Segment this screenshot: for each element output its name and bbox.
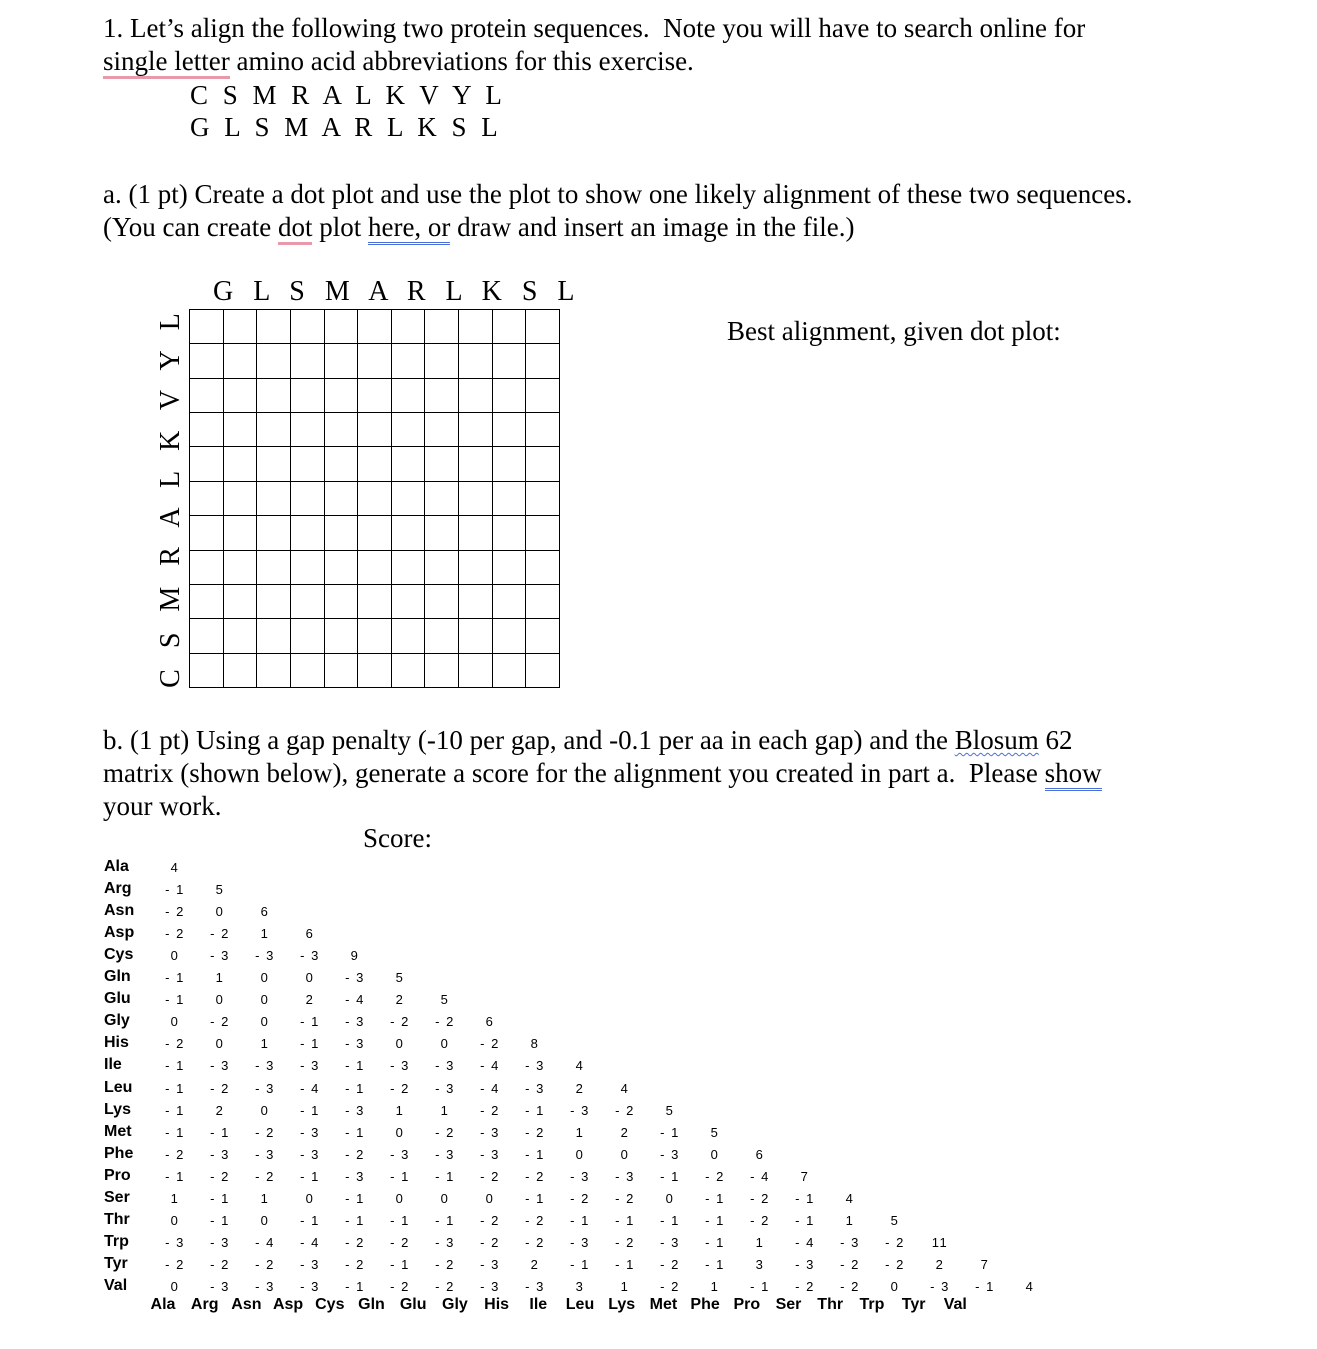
matrix-value: 1 <box>215 970 225 986</box>
matrix-row-label: Met <box>104 1122 132 1140</box>
matrix-value: 0 <box>305 1190 315 1206</box>
matrix-value: - 2 <box>435 1256 455 1272</box>
matrix-value: - 2 <box>345 1256 365 1272</box>
matrix-value: - 1 <box>525 1190 545 1206</box>
matrix-value: 3 <box>575 1278 585 1294</box>
matrix-value: - 3 <box>300 1058 320 1074</box>
matrix-value: - 2 <box>525 1124 545 1140</box>
sequence-1: C S M R A L K V Y L <box>190 80 506 110</box>
matrix-value: 4 <box>1025 1278 1035 1294</box>
matrix-row-label: His <box>104 1034 129 1052</box>
matrix-value: 1 <box>260 1190 270 1206</box>
matrix-row-label: Tyr <box>104 1254 128 1272</box>
matrix-value: - 4 <box>480 1080 500 1096</box>
matrix-value: 1 <box>755 1234 765 1250</box>
matrix-value: - 1 <box>435 1168 455 1184</box>
matrix-value: - 3 <box>435 1146 455 1162</box>
part-b-line-2: matrix (shown below), generate a score for the alignment you created in part a. Please show <box>103 757 1102 790</box>
matrix-value: 0 <box>215 1036 225 1052</box>
matrix-value: - 1 <box>660 1212 680 1228</box>
dot-plot-side-sequence: C S M R A L K V Y L <box>155 306 186 688</box>
matrix-column-label: Ala <box>150 1296 176 1313</box>
matrix-value: - 1 <box>795 1212 815 1228</box>
matrix-value: - 1 <box>345 1124 365 1140</box>
matrix-value: - 2 <box>615 1234 635 1250</box>
matrix-value: - 3 <box>300 1146 320 1162</box>
matrix-value: - 3 <box>300 1256 320 1272</box>
matrix-value: 5 <box>710 1124 720 1140</box>
matrix-column-label: Ser <box>775 1296 802 1313</box>
matrix-value: - 2 <box>885 1256 905 1272</box>
matrix-column-label: Glu <box>399 1296 427 1313</box>
matrix-row-label: Asn <box>104 902 135 920</box>
matrix-value: - 1 <box>300 1168 320 1184</box>
matrix-value: - 3 <box>300 948 320 964</box>
matrix-value: - 2 <box>435 1278 455 1294</box>
matrix-value: 5 <box>395 970 405 986</box>
question-line-1: 1. Let’s align the following two protein sequences. Note you will have to search online for <box>103 13 1086 43</box>
matrix-row-label: Gly <box>104 1012 130 1030</box>
matrix-column-label: Phe <box>690 1296 720 1313</box>
matrix-value: - 2 <box>660 1256 680 1272</box>
matrix-value: - 2 <box>255 1168 275 1184</box>
matrix-value: - 2 <box>345 1234 365 1250</box>
matrix-value: - 1 <box>795 1190 815 1206</box>
matrix-value: - 3 <box>480 1124 500 1140</box>
matrix-value: 5 <box>440 992 450 1008</box>
matrix-value: - 3 <box>345 1168 365 1184</box>
matrix-column-label: Gln <box>358 1296 385 1313</box>
matrix-value: 0 <box>890 1278 900 1294</box>
matrix-value: - 1 <box>165 1058 185 1074</box>
matrix-column-label: Gly <box>441 1296 468 1313</box>
matrix-value: - 3 <box>210 1058 230 1074</box>
matrix-row-label: Trp <box>104 1232 129 1250</box>
matrix-value: - 1 <box>615 1212 635 1228</box>
matrix-value: - 2 <box>795 1278 815 1294</box>
matrix-value: 2 <box>935 1256 945 1272</box>
matrix-value: - 1 <box>345 1080 365 1096</box>
matrix-value: - 2 <box>210 926 230 942</box>
matrix-value: - 2 <box>480 1168 500 1184</box>
matrix-value: 0 <box>395 1124 405 1140</box>
matrix-value: - 3 <box>480 1278 500 1294</box>
matrix-value: - 1 <box>390 1168 410 1184</box>
matrix-value: - 2 <box>660 1278 680 1294</box>
matrix-value: - 2 <box>255 1256 275 1272</box>
matrix-value: 4 <box>845 1190 855 1206</box>
matrix-value: 0 <box>170 1212 180 1228</box>
matrix-column-label: Pro <box>733 1296 761 1313</box>
matrix-value: 4 <box>575 1058 585 1074</box>
matrix-value: - 2 <box>255 1124 275 1140</box>
matrix-column-label: Thr <box>817 1296 844 1313</box>
part-a-line-1: a. (1 pt) Create a dot plot and use the plot to show one likely alignment of these two sequences. <box>103 179 1133 209</box>
matrix-value: 9 <box>350 948 360 964</box>
matrix-value: 1 <box>440 1102 450 1118</box>
matrix-value: - 4 <box>750 1168 770 1184</box>
matrix-value: 4 <box>620 1080 630 1096</box>
matrix-value: - 3 <box>795 1256 815 1272</box>
matrix-value: - 1 <box>615 1256 635 1272</box>
matrix-value: 0 <box>215 992 225 1008</box>
matrix-value: - 3 <box>435 1058 455 1074</box>
part-a-line-2: (You can create dot plot here, or draw and insert an image in the file.) <box>103 211 855 244</box>
matrix-value: - 1 <box>300 1212 320 1228</box>
matrix-column-label: Trp <box>859 1296 885 1313</box>
matrix-value: - 2 <box>210 1256 230 1272</box>
matrix-value: 1 <box>395 1102 405 1118</box>
matrix-value: - 2 <box>480 1234 500 1250</box>
matrix-value: 1 <box>710 1278 720 1294</box>
matrix-value: - 1 <box>750 1278 770 1294</box>
matrix-value: - 3 <box>480 1256 500 1272</box>
matrix-row-label: Phe <box>104 1144 134 1162</box>
matrix-value: - 3 <box>300 1124 320 1140</box>
part-b-line-1: b. (1 pt) Using a gap penalty (-10 per gap, and -0.1 per aa in each gap) and the Blosum 62 <box>103 725 1073 755</box>
matrix-value: - 2 <box>615 1102 635 1118</box>
matrix-value: - 1 <box>210 1124 230 1140</box>
matrix-value: 0 <box>395 1036 405 1052</box>
matrix-value: - 3 <box>615 1168 635 1184</box>
matrix-value: - 3 <box>345 970 365 986</box>
matrix-value: 2 <box>305 992 315 1008</box>
matrix-value: - 3 <box>210 948 230 964</box>
matrix-value: 1 <box>620 1278 630 1294</box>
matrix-value: - 2 <box>390 1234 410 1250</box>
matrix-value: - 1 <box>705 1256 725 1272</box>
matrix-row-label: Leu <box>104 1078 133 1096</box>
underlined-phrase: single letter <box>103 46 230 79</box>
matrix-value: - 1 <box>660 1124 680 1140</box>
matrix-value: - 2 <box>210 1014 230 1030</box>
matrix-value: - 2 <box>840 1256 860 1272</box>
matrix-value: - 3 <box>210 1234 230 1250</box>
matrix-value: 0 <box>260 1014 270 1030</box>
matrix-column-label: Asn <box>231 1296 262 1313</box>
matrix-value: - 4 <box>480 1058 500 1074</box>
matrix-value: - 2 <box>480 1102 500 1118</box>
matrix-value: - 3 <box>660 1146 680 1162</box>
matrix-column-label: Ile <box>529 1296 548 1313</box>
matrix-value: - 2 <box>570 1190 590 1206</box>
matrix-value: - 2 <box>165 926 185 942</box>
matrix-value: 7 <box>800 1168 810 1184</box>
matrix-value: - 3 <box>570 1234 590 1250</box>
matrix-value: - 1 <box>705 1212 725 1228</box>
matrix-value: - 3 <box>345 1014 365 1030</box>
matrix-value: 0 <box>440 1190 450 1206</box>
matrix-value: 0 <box>485 1190 495 1206</box>
sequence-2: G L S M A R L K S L <box>190 112 502 142</box>
matrix-value: - 1 <box>165 1080 185 1096</box>
matrix-column-label: Val <box>943 1296 967 1313</box>
matrix-value: 0 <box>170 1014 180 1030</box>
matrix-value: - 1 <box>210 1212 230 1228</box>
matrix-value: - 3 <box>390 1058 410 1074</box>
matrix-value: 3 <box>755 1256 765 1272</box>
matrix-value: 2 <box>215 1102 225 1118</box>
matrix-value: - 2 <box>750 1190 770 1206</box>
matrix-value: 6 <box>305 926 315 942</box>
score-label: Score: <box>363 823 432 853</box>
matrix-value: 6 <box>485 1014 495 1030</box>
matrix-value: 0 <box>170 948 180 964</box>
matrix-row-label: Ile <box>104 1056 122 1074</box>
matrix-column-label: Lys <box>608 1296 636 1313</box>
matrix-value: - 1 <box>345 1278 365 1294</box>
matrix-value: - 2 <box>480 1212 500 1228</box>
matrix-column-label: Tyr <box>901 1296 926 1313</box>
matrix-value: 5 <box>890 1212 900 1228</box>
matrix-value: - 1 <box>345 1058 365 1074</box>
matrix-value: - 3 <box>930 1278 950 1294</box>
matrix-value: - 1 <box>165 1102 185 1118</box>
matrix-value: - 1 <box>345 1212 365 1228</box>
matrix-value: - 3 <box>480 1146 500 1162</box>
matrix-value: 6 <box>260 904 270 920</box>
matrix-value: 0 <box>575 1146 585 1162</box>
matrix-value: 4 <box>170 860 180 875</box>
matrix-row-label: Pro <box>104 1166 131 1184</box>
matrix-value: - 2 <box>435 1124 455 1140</box>
matrix-column-label: Cys <box>315 1296 345 1313</box>
matrix-value: - 3 <box>255 1146 275 1162</box>
matrix-value: - 2 <box>210 1168 230 1184</box>
part-b-line-3: your work. <box>103 791 222 821</box>
matrix-value: 2 <box>530 1256 540 1272</box>
matrix-column-label: Leu <box>565 1296 595 1313</box>
matrix-value: 0 <box>710 1146 720 1162</box>
matrix-value: 0 <box>260 992 270 1008</box>
matrix-value: - 1 <box>570 1212 590 1228</box>
matrix-value: - 1 <box>435 1212 455 1228</box>
best-alignment-label: Best alignment, given dot plot: <box>727 316 1061 346</box>
matrix-value: 5 <box>215 882 225 898</box>
matrix-value: - 1 <box>165 1124 185 1140</box>
matrix-value: - 2 <box>885 1234 905 1250</box>
matrix-row-label: Val <box>104 1276 128 1294</box>
matrix-value: - 2 <box>705 1168 725 1184</box>
matrix-value: 0 <box>215 904 225 920</box>
matrix-value: 11 <box>931 1234 949 1250</box>
matrix-value: - 1 <box>525 1102 545 1118</box>
question-line-2: single letter amino acid abbreviations for this exercise. <box>103 45 694 78</box>
matrix-value: - 2 <box>840 1278 860 1294</box>
matrix-value: - 3 <box>390 1146 410 1162</box>
matrix-value: - 2 <box>390 1014 410 1030</box>
matrix-value: - 2 <box>345 1146 365 1162</box>
matrix-value: - 1 <box>300 1102 320 1118</box>
matrix-row-label: Gln <box>104 968 131 986</box>
dot-plot-top-sequence: G L S M A R L K S L <box>213 276 582 307</box>
matrix-value: - 4 <box>795 1234 815 1250</box>
matrix-value: - 2 <box>525 1212 545 1228</box>
matrix-value: 0 <box>260 1212 270 1228</box>
matrix-value: - 3 <box>525 1278 545 1294</box>
matrix-value: - 1 <box>165 970 185 986</box>
matrix-value: - 1 <box>705 1190 725 1206</box>
matrix-value: - 1 <box>390 1256 410 1272</box>
matrix-value: - 3 <box>570 1102 590 1118</box>
matrix-value: - 3 <box>255 1058 275 1074</box>
matrix-value: 1 <box>845 1212 855 1228</box>
matrix-value: 1 <box>260 926 270 942</box>
matrix-value: - 3 <box>435 1080 455 1096</box>
matrix-value: 0 <box>395 1190 405 1206</box>
matrix-value: 2 <box>620 1124 630 1140</box>
matrix-value: - 1 <box>345 1190 365 1206</box>
matrix-value: 2 <box>575 1080 585 1096</box>
matrix-value: - 4 <box>255 1234 275 1250</box>
matrix-value: - 2 <box>435 1014 455 1030</box>
matrix-value: 0 <box>305 970 315 986</box>
matrix-value: 0 <box>620 1146 630 1162</box>
matrix-row-label: Glu <box>104 990 131 1008</box>
matrix-value: - 1 <box>570 1256 590 1272</box>
matrix-value: - 4 <box>300 1234 320 1250</box>
matrix-value: - 1 <box>210 1190 230 1206</box>
matrix-value: 0 <box>665 1190 675 1206</box>
matrix-value: - 3 <box>660 1234 680 1250</box>
matrix-value: - 3 <box>345 1102 365 1118</box>
matrix-value: 6 <box>755 1146 765 1162</box>
matrix-value: 0 <box>440 1036 450 1052</box>
matrix-value: - 2 <box>390 1278 410 1294</box>
matrix-value: - 3 <box>525 1080 545 1096</box>
matrix-row-label: Thr <box>104 1210 130 1228</box>
matrix-value: - 1 <box>300 1036 320 1052</box>
matrix-value: - 3 <box>570 1168 590 1184</box>
matrix-value: - 3 <box>255 948 275 964</box>
matrix-value: - 1 <box>165 882 185 898</box>
matrix-value: - 1 <box>165 1168 185 1184</box>
matrix-value: - 1 <box>660 1168 680 1184</box>
matrix-column-label: His <box>484 1296 510 1313</box>
matrix-value: 1 <box>575 1124 585 1140</box>
matrix-value: - 2 <box>525 1168 545 1184</box>
matrix-value: - 3 <box>525 1058 545 1074</box>
matrix-value: - 3 <box>300 1278 320 1294</box>
matrix-value: - 4 <box>345 992 365 1008</box>
matrix-row-label: Ser <box>104 1188 130 1206</box>
matrix-row-label: Arg <box>104 880 132 898</box>
matrix-value: 1 <box>260 1036 270 1052</box>
matrix-value: - 2 <box>210 1080 230 1096</box>
matrix-value: - 3 <box>255 1278 275 1294</box>
matrix-row-label: Asp <box>104 924 135 942</box>
matrix-value: - 3 <box>165 1234 185 1250</box>
matrix-value: - 2 <box>750 1212 770 1228</box>
matrix-value: 2 <box>395 992 405 1008</box>
matrix-value: - 1 <box>165 992 185 1008</box>
matrix-value: - 1 <box>705 1234 725 1250</box>
matrix-value: 1 <box>170 1190 180 1206</box>
matrix-row-label: Lys <box>104 1100 131 1118</box>
matrix-value: - 1 <box>390 1212 410 1228</box>
matrix-value: 5 <box>665 1102 675 1118</box>
matrix-value: 0 <box>260 970 270 986</box>
matrix-value: 0 <box>170 1278 180 1294</box>
matrix-value: - 1 <box>975 1278 995 1294</box>
matrix-value: - 3 <box>255 1080 275 1096</box>
matrix-column-label: Met <box>649 1296 678 1313</box>
matrix-value: - 2 <box>165 1256 185 1272</box>
matrix-value: 7 <box>980 1256 990 1272</box>
matrix-value: - 1 <box>300 1014 320 1030</box>
matrix-value: - 3 <box>210 1278 230 1294</box>
matrix-value: - 2 <box>525 1234 545 1250</box>
matrix-value: - 2 <box>390 1080 410 1096</box>
matrix-row-label: Cys <box>104 946 134 964</box>
matrix-value: - 2 <box>165 904 185 920</box>
matrix-value: 8 <box>530 1036 540 1052</box>
matrix-row-label: Ala <box>104 858 129 875</box>
matrix-value: - 3 <box>840 1234 860 1250</box>
matrix-value: - 2 <box>615 1190 635 1206</box>
matrix-value: 0 <box>260 1102 270 1118</box>
matrix-value: - 2 <box>480 1036 500 1052</box>
matrix-value: - 4 <box>300 1080 320 1096</box>
matrix-value: - 2 <box>165 1146 185 1162</box>
matrix-value: - 1 <box>525 1146 545 1162</box>
matrix-value: - 3 <box>435 1234 455 1250</box>
matrix-column-label: Arg <box>190 1296 219 1313</box>
matrix-value: - 3 <box>210 1146 230 1162</box>
matrix-value: - 3 <box>345 1036 365 1052</box>
matrix-column-label: Asp <box>272 1296 304 1313</box>
matrix-value: - 2 <box>165 1036 185 1052</box>
